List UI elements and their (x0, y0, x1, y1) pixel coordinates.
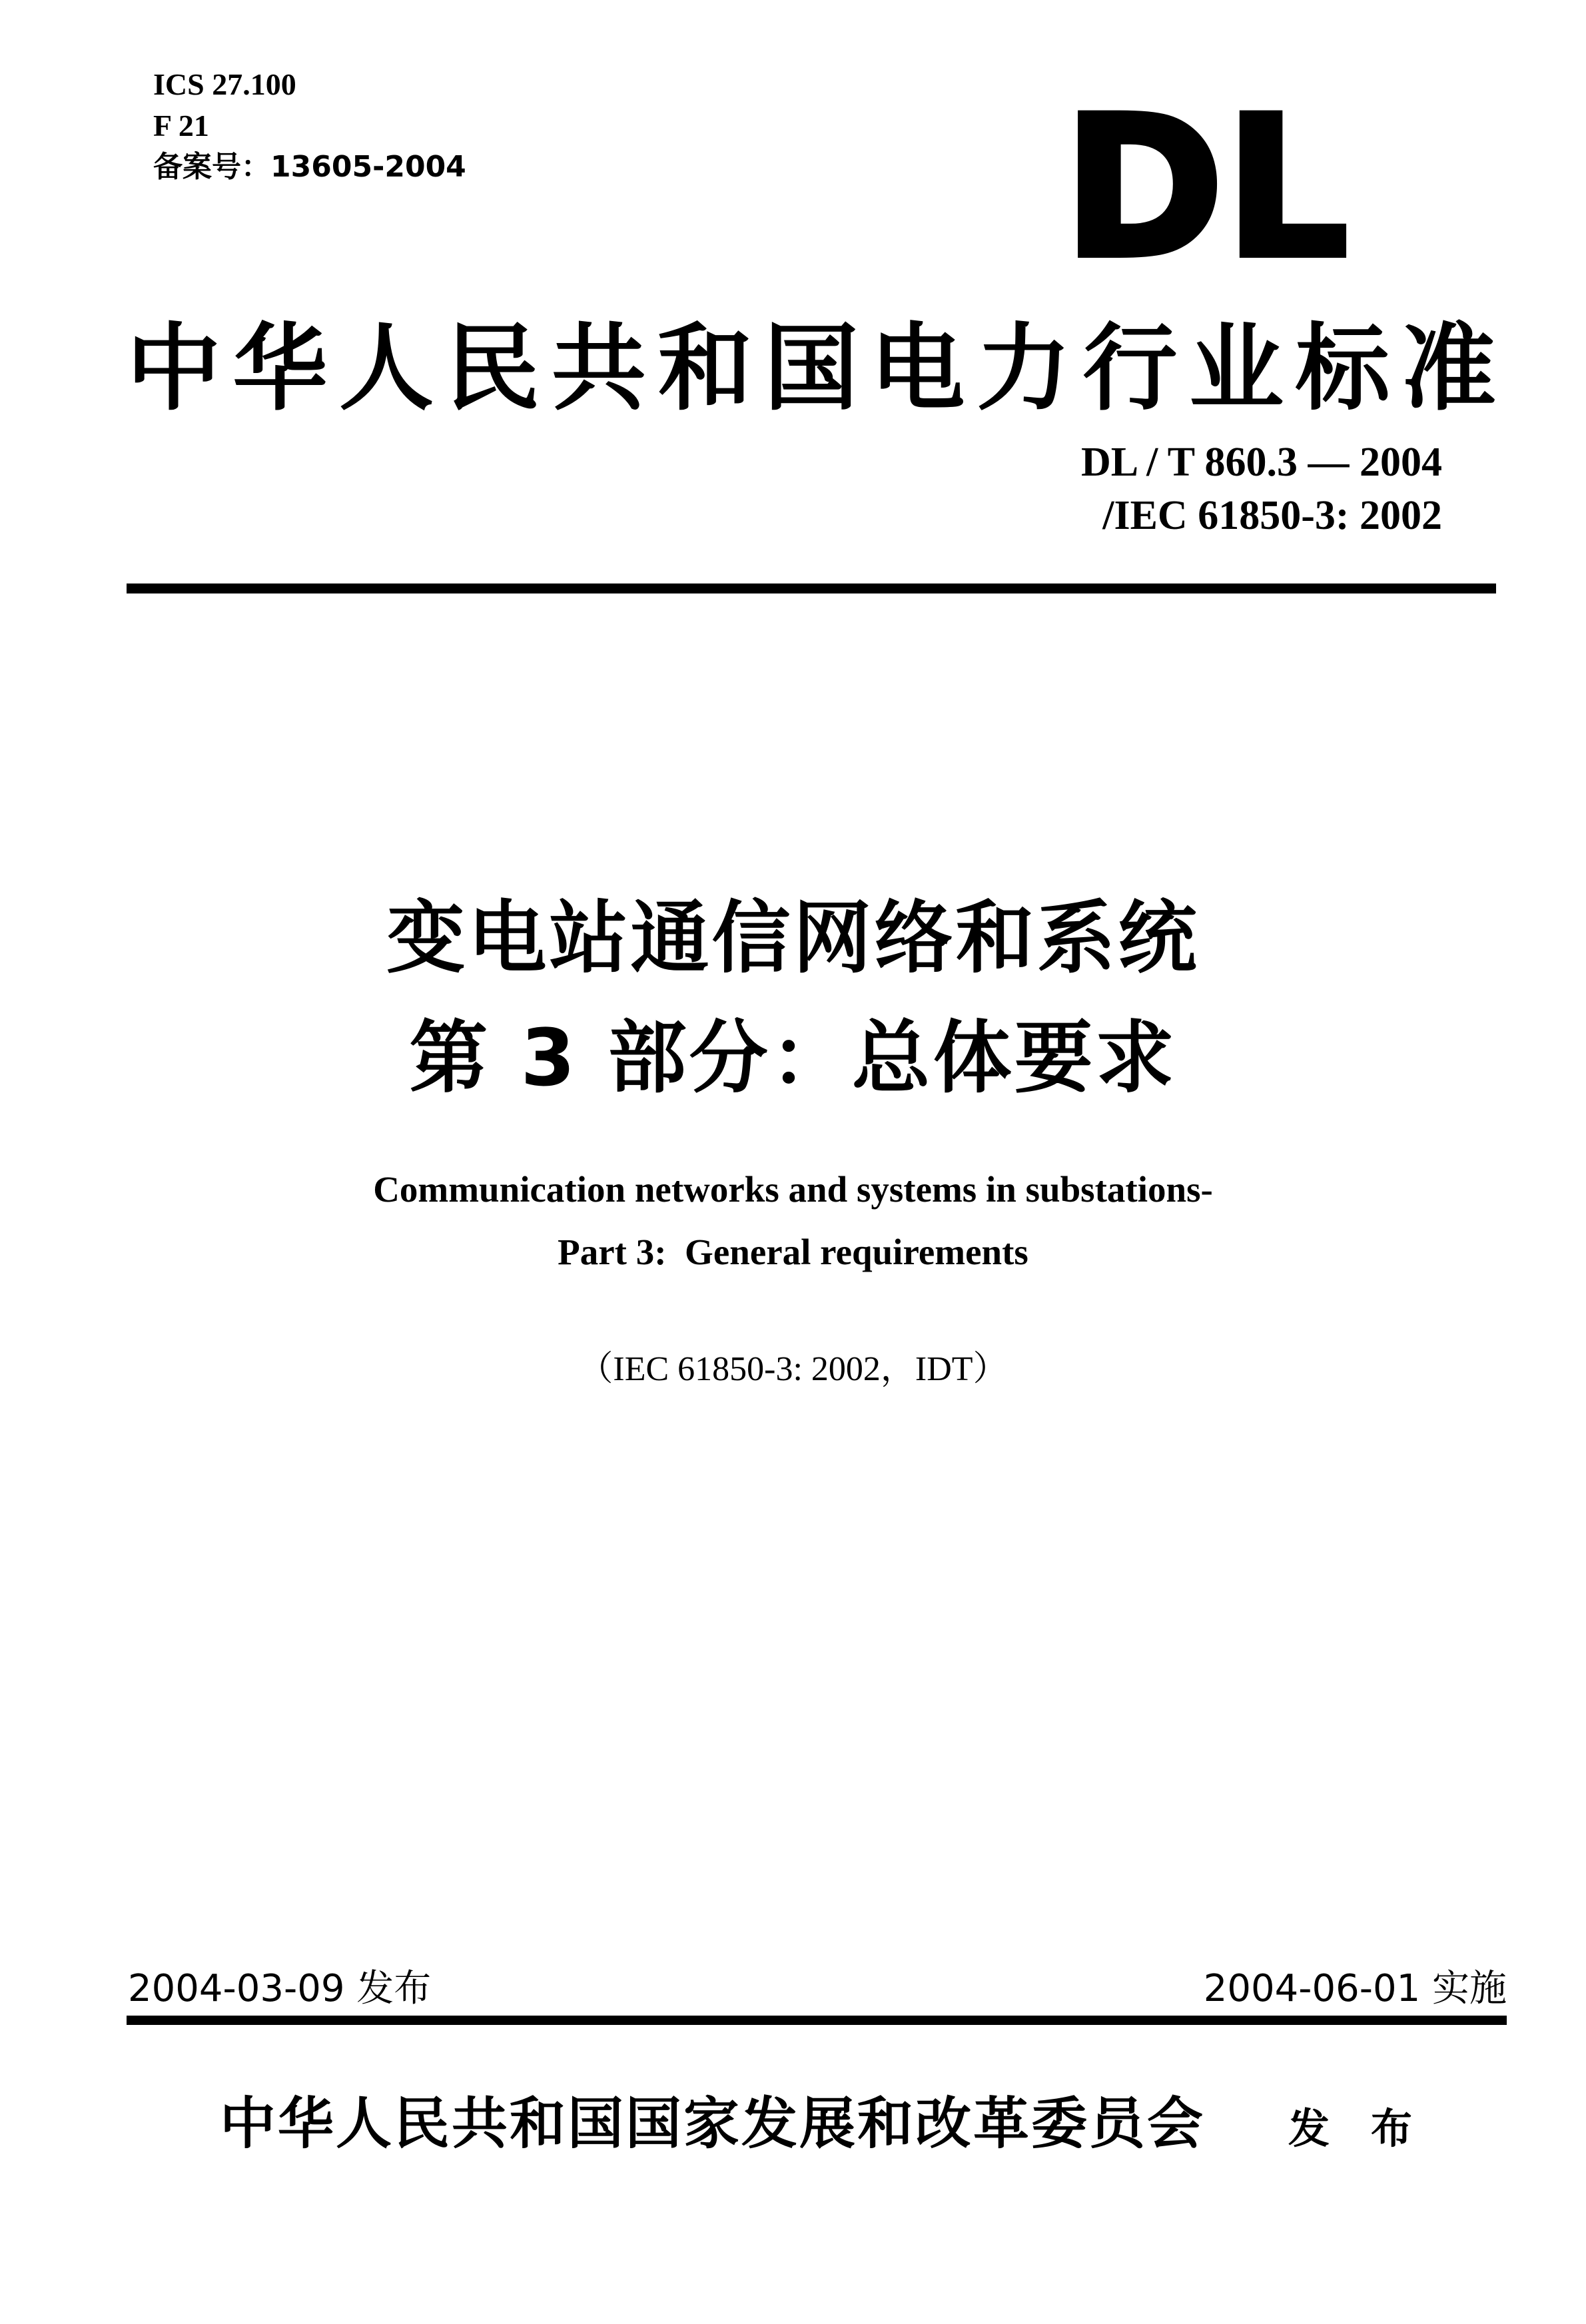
document-title-cn-line1: 变电站通信网络和系统 (386, 892, 1200, 984)
implementation-date: 2004-06-01 实施 (1203, 1967, 1507, 2010)
dl-logo: DL (1063, 76, 1350, 300)
top-divider-rule (127, 583, 1496, 593)
standard-code: DL / T 860.3 — 2004 (1080, 440, 1442, 485)
publish-label: 发 布 (1288, 2106, 1412, 2152)
document-title-en-line1: Communication networks and systems in substations- (373, 1169, 1213, 1210)
standard-number-block (1081, 436, 1442, 542)
document-title-en (0, 1170, 1586, 1272)
document-title-cn-line2: 第 3 部分：总体要求 (409, 1012, 1177, 1104)
issue-date: 2004-03-09 发布 (128, 1967, 432, 2010)
publisher-name: 中华人民共和国国家发展和改革委员会 (220, 2094, 1206, 2155)
date-row (128, 1969, 1507, 2009)
document-title-cn (0, 892, 1586, 1104)
iec-idt-reference: （IEC 61850-3: 2002，IDT） (578, 1350, 1008, 1388)
class-code: F 21 (153, 109, 209, 143)
ics-classification-block (153, 64, 466, 188)
bottom-divider-rule (127, 2016, 1507, 2025)
document-title-en-line2: Part 3: General requirements (558, 1232, 1028, 1272)
national-standard-banner: 中华人民共和国电力行业标准 (127, 316, 1496, 422)
iec-equivalent-code: /IEC 61850-3: 2002 (1102, 493, 1442, 538)
ics-code: ICS 27.100 (153, 67, 296, 101)
record-number: 备案号：13605-2004 (153, 150, 466, 184)
publisher-row (220, 2092, 1412, 2158)
